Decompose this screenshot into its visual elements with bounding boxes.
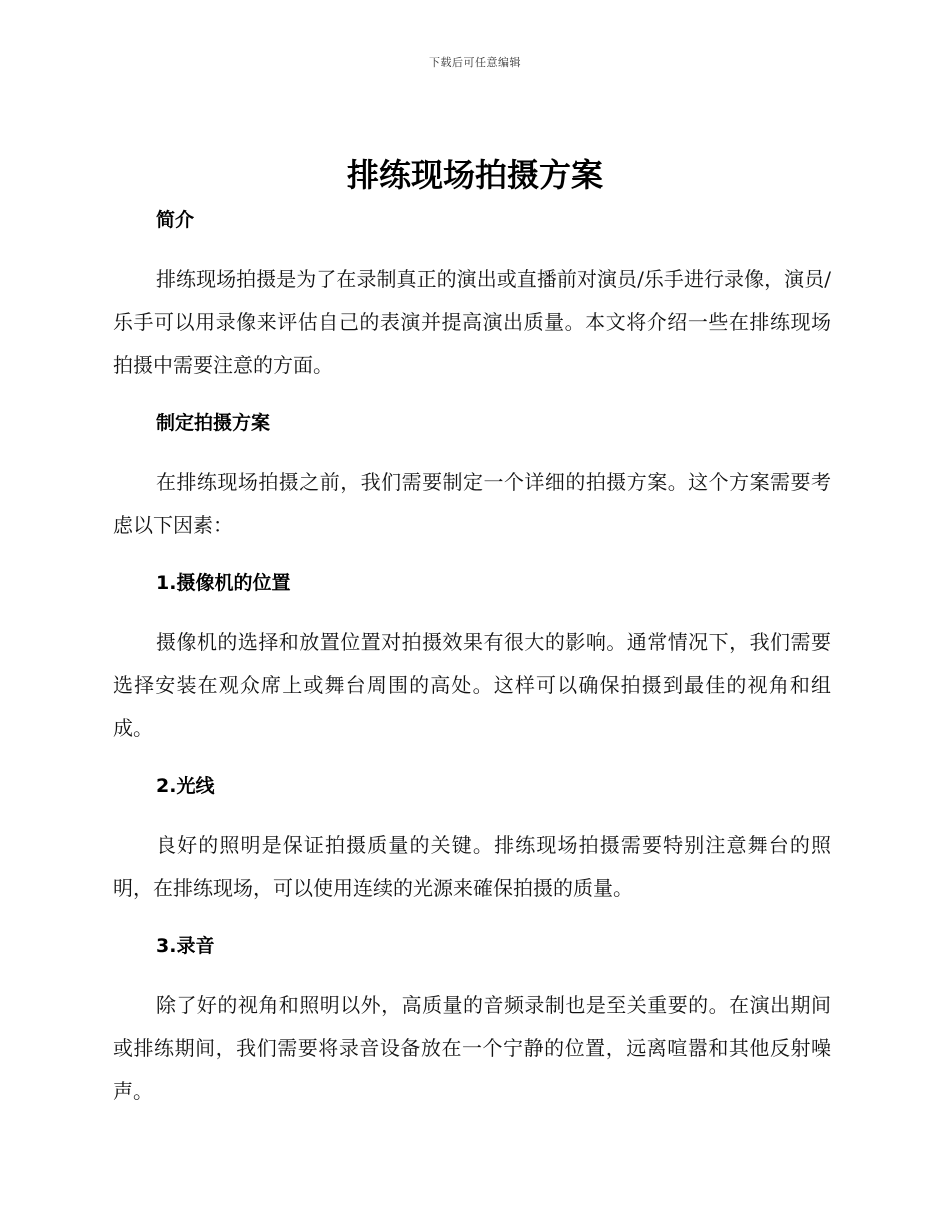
- section-paragraph-camera: 摄像机的选择和放置位置对拍摄效果有很大的影响。通常情况下，我们需要选择安装在观众席上或舞台周围的高处。这样可以确保拍摄到最佳的视角和组成。: [113, 630, 831, 740]
- section-paragraph-lighting: 良好的照明是保证拍摄质量的关键。排练现场拍摄需要特别注意舞台的照明，在排练现场，可以使用连续的光源来確保拍摄的质量。: [113, 833, 831, 900]
- section-paragraph-audio: 除了好的视角和照明以外，高质量的音频录制也是至关重要的。在演出期间或排练期间，我们需要将录音设备放在一个宁静的位置，远离喧嚣和其他反射噪声。: [113, 993, 831, 1103]
- section-heading-plan: 制定拍摄方案: [156, 412, 271, 434]
- document-body: [113, 204, 831, 1113]
- page-title: 排练现场拍摄方案: [346, 156, 603, 194]
- header-note: 下载后可任意编辑: [429, 56, 521, 69]
- section-heading-camera: 1.摄像机的位置: [156, 572, 291, 594]
- section-heading-lighting: 2.光线: [156, 775, 215, 797]
- section-heading-audio: 3.录音: [156, 935, 215, 957]
- section-paragraph-plan: 在排练现场拍摄之前，我们需要制定一个详细的拍摄方案。这个方案需要考虑以下因素：: [113, 470, 831, 537]
- section-heading-intro: 简介: [156, 209, 195, 231]
- section-paragraph-intro: 排练现场拍摄是为了在录制真正的演出或直播前对演员/乐手进行录像，演员/乐手可以用录像来评估自己的表演并提高演出质量。本文将介绍一些在排练现场拍摄中需要注意的方面。: [113, 267, 831, 377]
